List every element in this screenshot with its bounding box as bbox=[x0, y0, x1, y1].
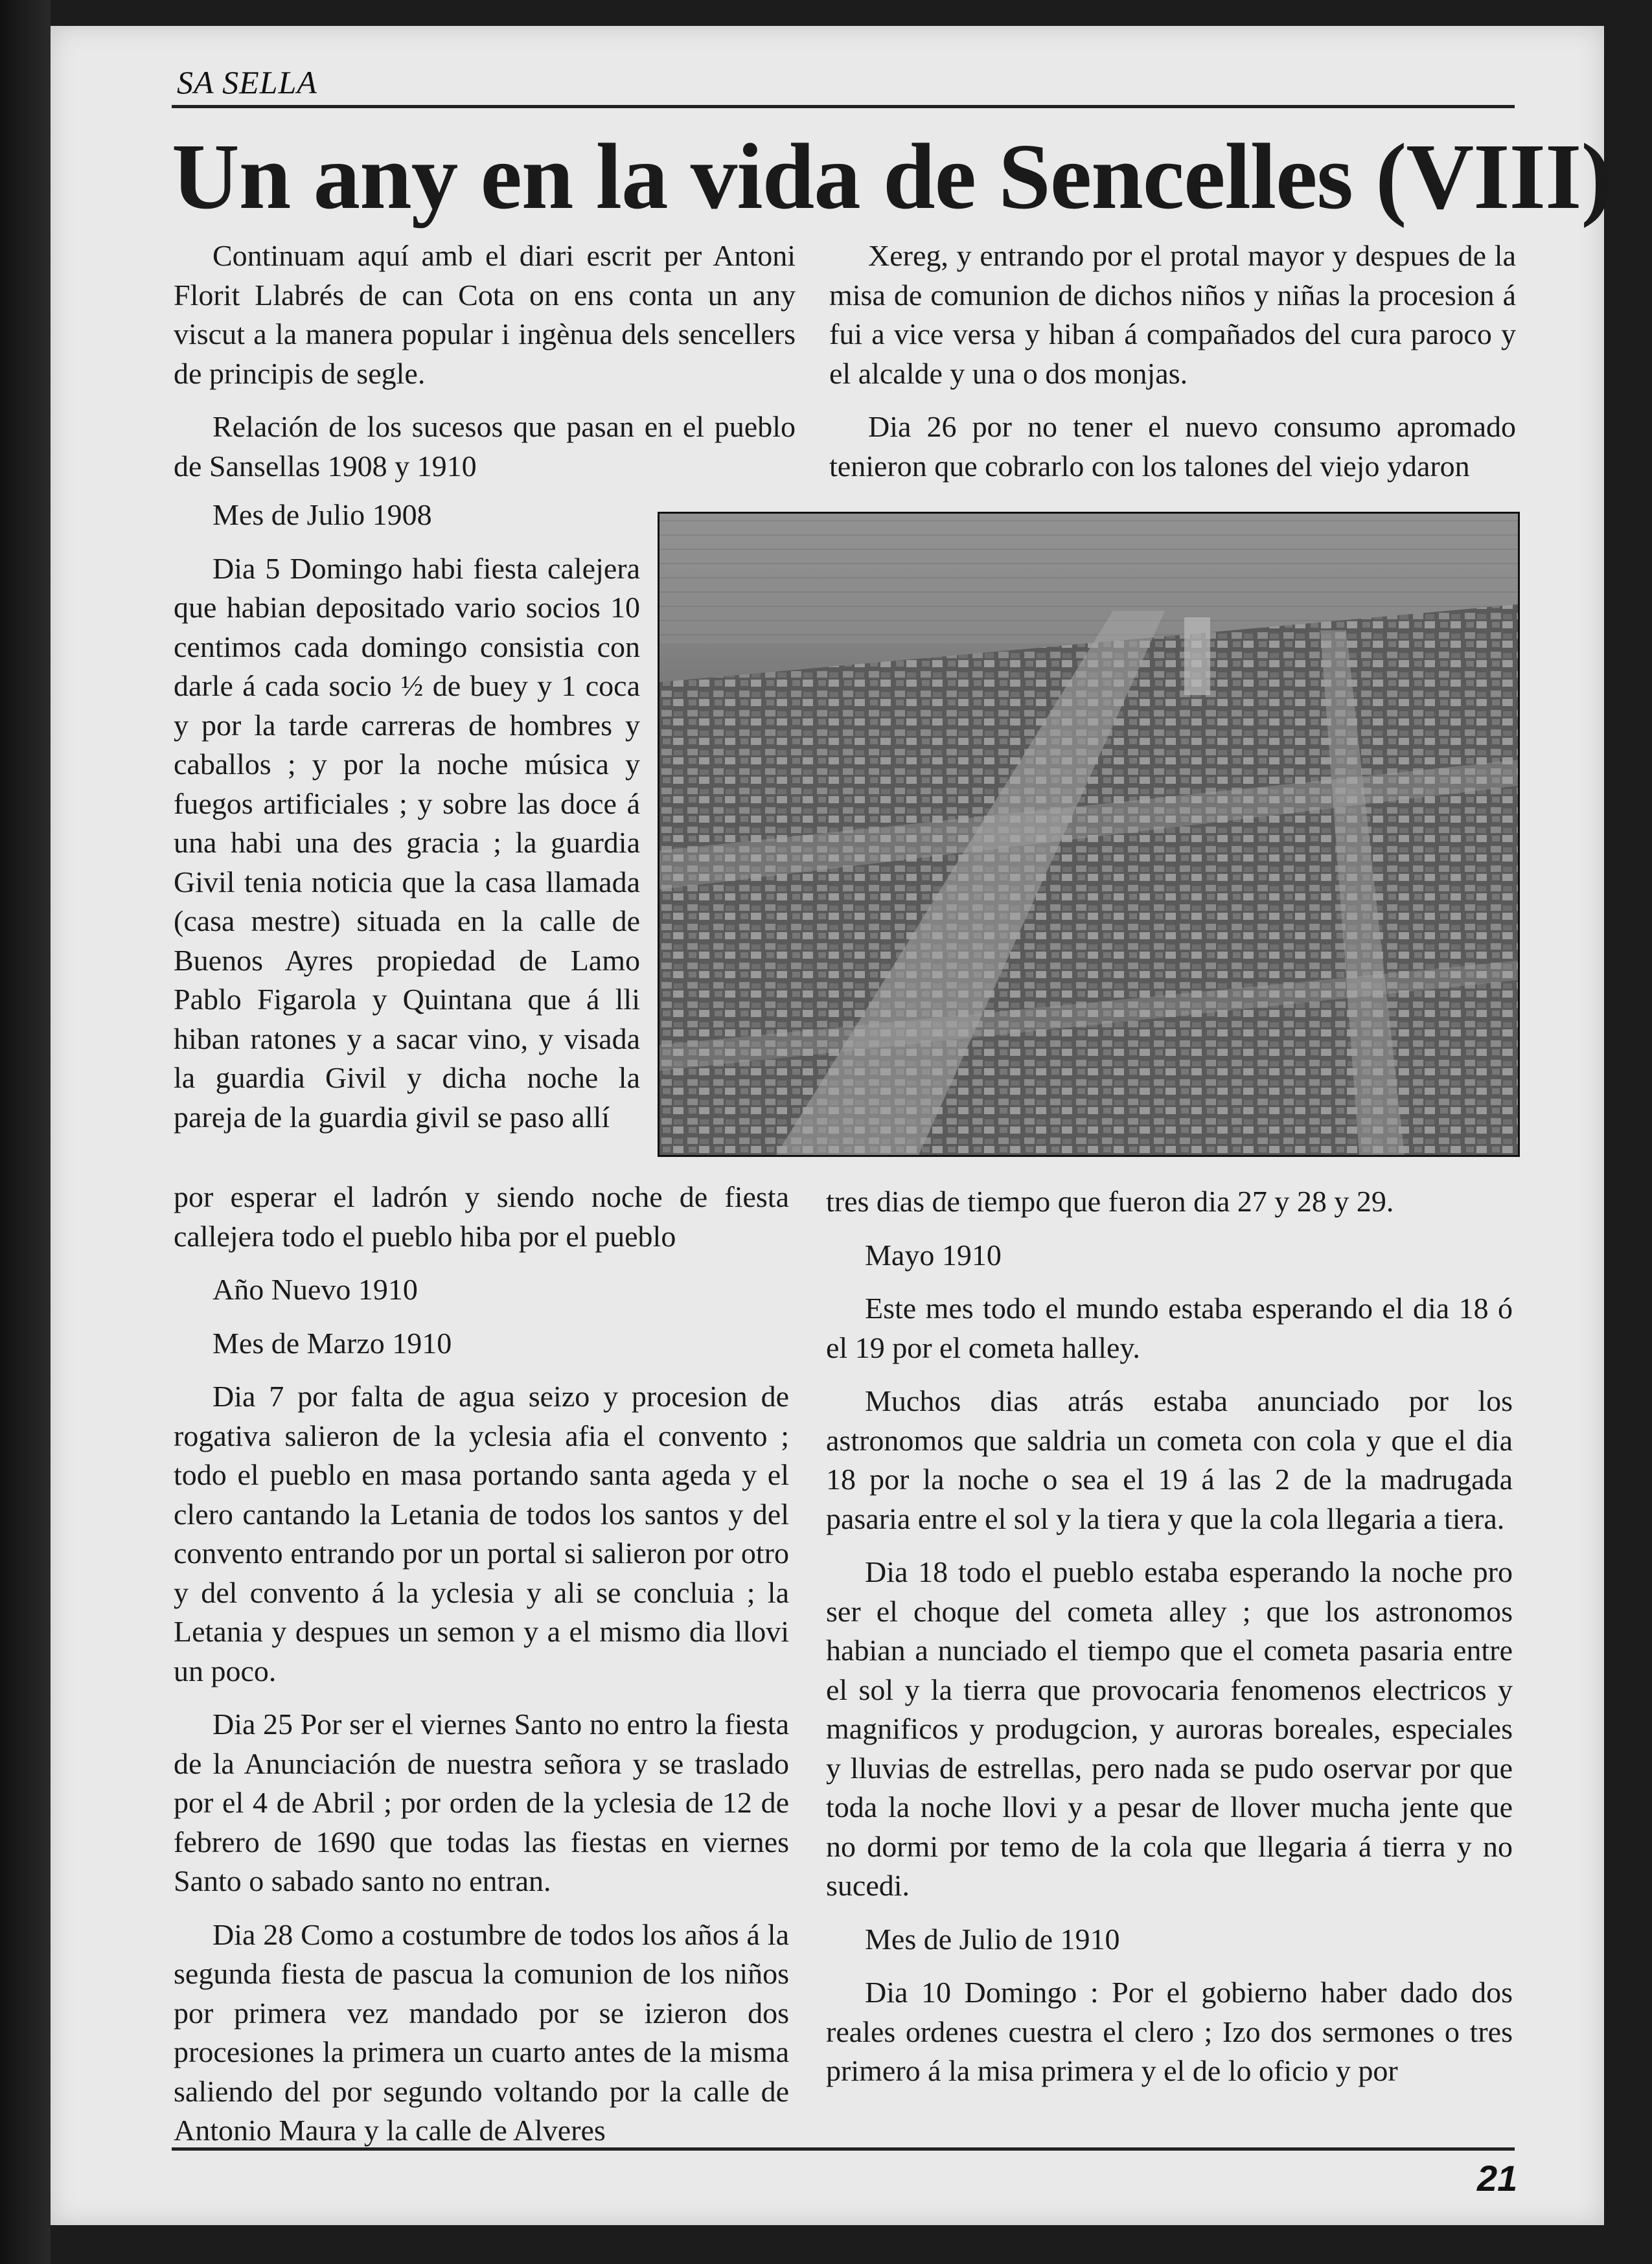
page-number: 21 bbox=[1477, 2158, 1518, 2199]
dia18-paragraph: Dia 18 todo el pueblo estaba esperando la noche pro ser el choque del cometa alley ; que los astronomos habian a nunciado el tiempo que el cometa pasaria entre el sol y la tierra que provocaria fenomenos electricos y magnificos y produgcion, y auroras boreales, especiales y lluvias de estrellas, pero nada se pudo oservar por que toda la noche llovi y a pesar de llover mucha jente que no dormi por temo de la cola que llegaria á tierra y no sucedi. bbox=[826, 1555, 1513, 1902]
mes-julio-1908: Mes de Julio 1908 bbox=[212, 498, 432, 531]
xereg-paragraph: Xereg, y entrando por el protal mayor y despues de la misa de comunion de dichos niños y niñas la procesion á fui a vice versa y hiban á compañados del cura paroco y el alcalde y una o dos monjas. bbox=[829, 239, 1516, 390]
dia10-paragraph: Dia 10 Domingo : Por el gobierno haber dado dos reales ordenes cuestra el clero ; Izo dos sermones o tres primero á la misa primera y el de lo oficio y por bbox=[826, 1976, 1513, 2087]
mayo-1910: Mayo 1910 bbox=[865, 1238, 1002, 1272]
este-mes-paragraph: Este mes todo el mundo estaba esperando el dia 18 ó el 19 por el cometa halley. bbox=[826, 1292, 1513, 1364]
dia28-paragraph: Dia 28 Como a costumbre de todos los años á la segunda fiesta de pascua la comunion de los niños por primera vez mandado por se izieron dos procesiones la primera un cuarto antes de la misma saliendo del por segundo voltando por la calle de Antonio Maura y la calle de Alveres bbox=[174, 1917, 789, 2147]
muchos-dias-paragraph: Muchos dias atrás estaba anunciado por los astronomos que saldria un cometa con cola y que el dia 18 por la noche o sea el 19 á las 2 de la madrugada pasaria entre el sol y la tiera y que la cola llegaria a tiera. bbox=[826, 1384, 1513, 1535]
footer-rule bbox=[172, 2147, 1515, 2151]
mes-marzo-1910: Mes de Marzo 1910 bbox=[212, 1326, 452, 1360]
left-column-top bbox=[174, 236, 796, 500]
dia25-paragraph: Dia 25 Por ser el viernes Santo no entro la fiesta de la Anunciación de nuestra señora y se traslado por el 4 de Abril ; por orden de la yclesia de 12 de febrero de 1690 que todas las fiestas en viernes Santo o sabado santo no entran. bbox=[174, 1708, 789, 1897]
left-column-narrow bbox=[174, 496, 640, 1151]
dia26-paragraph: Dia 26 por no tener el nuevo consumo apromado tenieron que cobrarlo con los talones del viejo ydaron bbox=[829, 410, 1516, 483]
intro-paragraph: Continuam aquí amb el diari escrit per Antoni Florit Llabrés de can Cota on ens conta un any viscut a la manera popular i ingènua dels sencellers de principis de segle. bbox=[174, 239, 796, 390]
right-column-bottom bbox=[826, 1182, 1513, 2105]
ladron-continuation: por esperar el ladrón y siendo noche de fiesta callejera todo el pueblo hiba por el pueblo bbox=[174, 1180, 789, 1253]
header-rule bbox=[172, 105, 1515, 108]
relacion-paragraph: Relación de los sucesos que pasan en el pueblo de Sansellas 1908 y 1910 bbox=[174, 410, 796, 483]
right-column-top bbox=[829, 236, 1516, 500]
aerial-photo bbox=[658, 512, 1520, 1157]
mes-julio-1910: Mes de Julio de 1910 bbox=[865, 1922, 1120, 1956]
article-title: Un any en la vida de Sencelles (VIII) bbox=[172, 125, 1612, 229]
aerial-town-image bbox=[660, 514, 1518, 1155]
tres-dias-continuation: tres dias de tiempo que fueron dia 27 y 28 y 29. bbox=[826, 1185, 1394, 1218]
book-spine bbox=[0, 0, 51, 2264]
left-column-bottom bbox=[174, 1178, 789, 2165]
section-label: SA SELLA bbox=[177, 64, 317, 100]
dia7-paragraph: Dia 7 por falta de agua seizo y procesion de rogativa salieron de la yclesia afia el convento ; todo el pueblo en masa portando santa ageda y el clero cantando la Letania de todos los santos y del convento entrando por un portal si salieron por otro y del convento á la yclesia y ali se concluia ; la Letania y despues un semon y a el mismo dia llovi un poco. bbox=[174, 1380, 789, 1687]
ano-nuevo-1910: Año Nuevo 1910 bbox=[212, 1273, 418, 1306]
dia5-paragraph: Dia 5 Domingo habi fiesta calejera que habian depositado vario socios 10 centimos cada domingo consistia con darle á cada socio ½ de buey y 1 coca y por la tarde carreras de hombres y caballos ; y por la noche música y fuegos artificiales ; y sobre las doce á una habi una des gracia ; la guardia Givil tenia noticia que la casa llamada (casa mestre) situada en la calle de Buenos Ayres propiedad de Lamo Pablo Figarola y Quintana que á lli hiban ratones y a sacar vino, y visada la guardia Givil y dicha noche la pareja de la guardia givil se paso allí bbox=[174, 551, 640, 1134]
